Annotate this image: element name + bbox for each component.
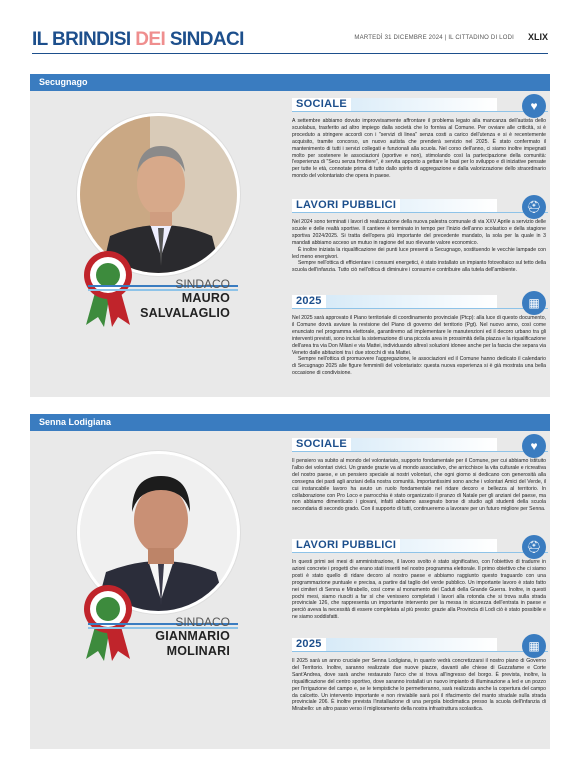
section-header-sociale: SOCIALE ♥ bbox=[292, 438, 548, 452]
heart-hand-icon: ♥ bbox=[522, 434, 546, 458]
section-header-2025: 2025 ▦ bbox=[292, 295, 548, 309]
section-header-2025: 2025 ▦ bbox=[292, 638, 548, 652]
page-number: XLIX bbox=[527, 32, 548, 42]
section-header-sociale: SOCIALE ♥ bbox=[292, 98, 548, 112]
section-text-2025: Il 2025 sarà un anno cruciale per Senna Lodigiana, in quanto vedrà concretizzarsi il nostro piano di Governo del Territorio. Inoltre, saranno realizzate due nuove piazze, davanti alle chiese di Guzzafame e Corte Sant'Andrea, dove sarà anche restaurato l'arco che si trova all'ingresso del borgo. È prevista, inoltre, la riqualificazione del centro sportivo, dove saranno installati un nuovo impianto di illuminazione a led e un pozzo per l'irrigazione del campo e, se le tempistiche lo permetteranno, sarà realizzata anche la copertura del campo da calcetto. Un intervento importante e non rinviabile sarà poi il rifacimento del manto stradale sulla strada provinciale 206. È inoltre prevista l'installazione di una pergola bioclimatica presso la scuola dell'infanzia di Mirabello: un altro passo verso il miglioramento della nostra infrastruttura scolastica. bbox=[292, 658, 546, 713]
ribbon-rosette-icon bbox=[82, 249, 134, 327]
worker-helmet-icon: ⛑ bbox=[522, 195, 546, 219]
calendar-icon: ▦ bbox=[522, 291, 546, 315]
worker-helmet-icon: ⛑ bbox=[522, 535, 546, 559]
section-text-lavori: Nel 2024 sono terminati i lavori di realizzazione della nuova palestra comunale di via XXV Aprile a servizio delle scuole e delle realtà sportive. Il cantiere è terminato in tempo per l'inizio dell'anno scolastico e della stagione sportiva 2024/2025. Si tratta dell'opera più importante del precedente mandato, la sola per la quale in 3 mandati abbiamo acceso un mutuo in ragione del suo rilevante valore economico. È inoltre iniziata la riqualificazione dei punti luce presenti a Secugnago, sostituendo le vecchie lampade con led meno energivori. Sempre nell'ottica di efficientare i consumi energetici, è stato installato un impianto fotovoltaico sul tetto della scuola dell'infanzia. Tutto ciò nell'ottica di diminuire i consumi e contribuire alla tutela dell'ambiente. bbox=[292, 219, 546, 274]
mayor-name: SINDACO GIANMARIO MOLINARI bbox=[155, 615, 230, 659]
masthead-date: MARTEDÌ 31 DICEMBRE 2024 | IL CITTADINO DI LODI bbox=[354, 35, 514, 41]
town-band: Secugnago bbox=[30, 74, 550, 91]
mayor-name: SINDACO MAURO SALVALAGLIO bbox=[140, 277, 230, 321]
calendar-icon: ▦ bbox=[522, 634, 546, 658]
section-header-lavori: LAVORI PUBBLICI ⛑ bbox=[292, 539, 548, 553]
section-text-sociale: Il pensiero va subito al mondo del volontariato, supporto fondamentale per il Comune, per cui abbiamo istituito l'albo dei volontari civici. Un grande grazie va al mondo associativo, che arricchisce la vita culturale e ricreativa del nostro paese, e un pensiero speciale ai nostri volontari, che ogni giorno si dedicano con generosità alla consegna dei pasti agli anziani della nostra comunità. Importantissimi sono anche i volontari Amici del Verde, il cui instancabile lavoro ha avuto un ruolo fondamentale nel ridare decoro e bellezza al territorio. In collaborazione con Pro Loco e parrocchia è stato organizzato il pranzo di Natale per gli anziani del paese, ma non abbiamo dimenticato i giovani, infatti abbiamo assegnato borse di studio agli studenti della scuola secondaria di secondo grado. Con il supporto di tutti, continueremo a lavorare per un futuro migliore per Senna. bbox=[292, 458, 546, 513]
section-header-lavori: LAVORI PUBBLICI ⛑ bbox=[292, 199, 548, 213]
section-text-sociale: A settembre abbiamo dovuto improvvisamente affrontare il problema legato alla mancanza dell'autista dello scuolabus, trasferito ad altro impiego dalla società che lo forniva al Comune. Per ovviare alle criticità, si è proceduto a stringere accordi con i "servizi di linea" senza costi a carico dell'utenza e si è recentemente acquisito, tramite concorso, un nuovo autista che prenderà servizio nel 2025. È stato confermato il mantenimento di tutti i servizi collegati e funzionali alla scuola. Nel corso dell'anno, ci siamo inoltre impegnati molto per sostenere le associazioni (sportive e non), stimolando così la partecipazione della comunità: l'esperienza di "Secu senza frontiere", è servita appunto a gettare le basi per lo sviluppo e di iniziative pensate per tutte le età, connotate prima di tutto dallo spirito di aggregazione e dalla valorizzazione dello straordinario mondo del volontariato che opera in paese. bbox=[292, 118, 546, 180]
heart-hand-icon: ♥ bbox=[522, 94, 546, 118]
page-title: IL BRINDISI DEI SINDACI bbox=[32, 29, 244, 50]
section-text-2025: Nel 2025 sarà approvato il Piano territoriale di coordinamento provinciale (Ptcp): alla luce di questo documento, il Comune dovrà avviare la revisione del Piano di governo del territorio (Pgt). Nel nuovo anno, così come enunciato nel programma elettorale, garantiremo ad implementare le manutenzioni ed il decoro urbano tra gli interventi previsti, sono inclusi la sistemazione di una piccola area in prossimità della piazza e la riqualificazione dell'area tra via Don Milani e via Mattei, individuando altresì soluzioni idonee anche per la fascia che separa via Veneto dalle abitazioni tra i due stocchi di via Mattei. Sempre nell'ottica di promuovere l'aggregazione, le associazioni ed il Comune hanno dedicato il calendario di Secugnago 2025 alle figure femminili del volontariato: questa nuova esperienza si è già mostrata una bella occasione di condivisione. bbox=[292, 315, 546, 377]
masthead bbox=[32, 28, 548, 54]
town-band: Senna Lodigiana bbox=[30, 414, 550, 431]
section-text-lavori: In questi primi sei mesi di amministrazione, il lavoro svolto è stato significativo, con l'obiettivo di tradurre in azioni concrete i progetti che erano stati inseriti nel nostro programma elettorale. Il primo obiettivo che ci siamo posti è stato quello di ridare decoro al nostro paese e abbiamo raggiunto questo traguardo con una programmazione puntuale e precisa, a partire dal taglio del verde pubblico. Un importante lavoro è stato fatto nei cimiteri di Senna e Mirabello, così come al monumento dei Caduti della Grande Guerra. Inoltre, in questi pochi mesi, siamo riusciti a far sì che venissero completati i lavori alla rotonda che si trova sulla strada provinciale 126, che rappresenta un importante intervento per la messa in sicurezza dell'entrata in paese e perciò aveva la necessità di essere completata al più presto: grazie alla Provincia di Lodi ciò è stato possibile e ne siamo soddisfatti. bbox=[292, 559, 546, 621]
